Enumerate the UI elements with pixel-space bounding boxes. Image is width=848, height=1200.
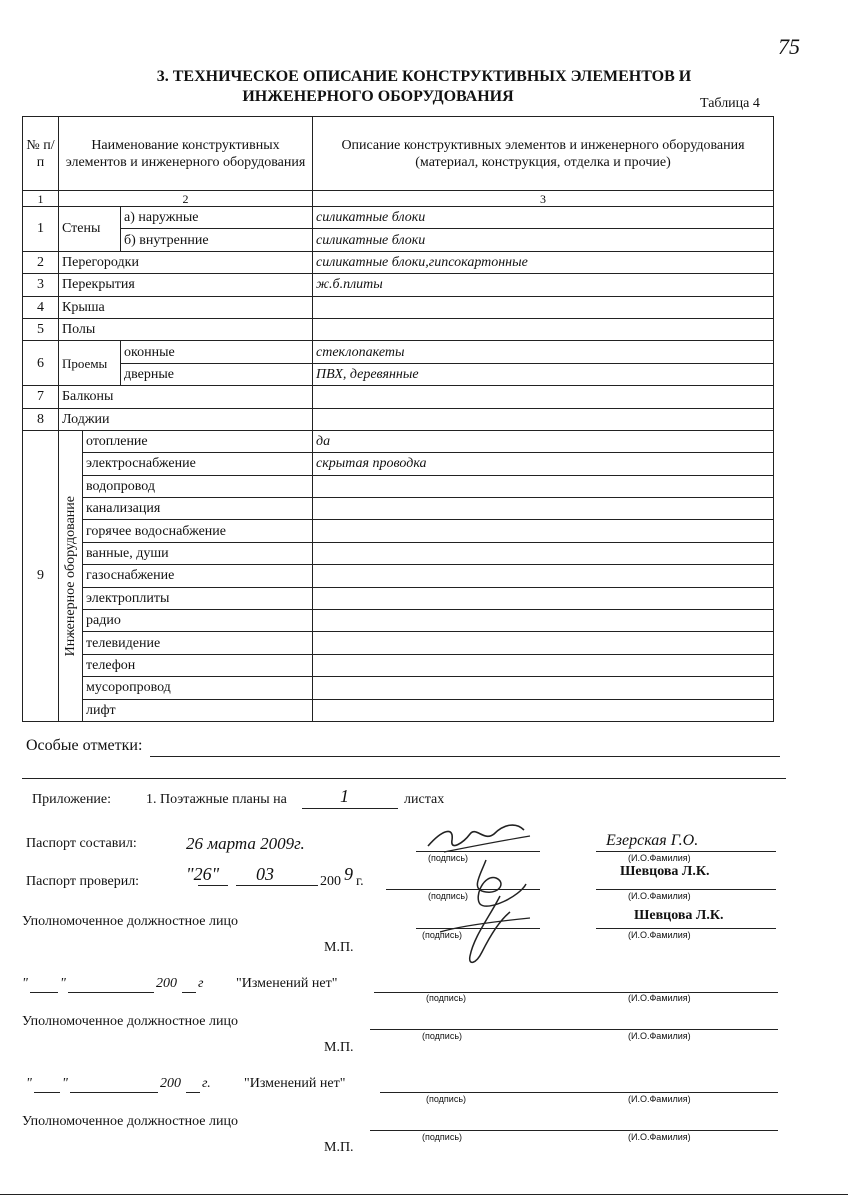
- blank-date-1-day-line: [30, 992, 58, 993]
- table-row: [23, 274, 774, 296]
- equipment-description: да: [313, 430, 774, 452]
- row-name: Проемы: [59, 341, 121, 386]
- stamp-place-2: М.П.: [324, 1040, 354, 1055]
- equipment-name: электроплиты: [83, 587, 313, 609]
- stamp-place-3: М.П.: [324, 1140, 354, 1155]
- row-name: Перегородки: [59, 251, 313, 273]
- equipment-name: горячее водоснабжение: [83, 520, 313, 542]
- checked-day: 26: [193, 864, 212, 884]
- row-description: силикатные блоки: [313, 207, 774, 229]
- equipment-name: отопление: [83, 430, 313, 452]
- row-description: ж.б.плиты: [313, 274, 774, 296]
- engineering-group-label: Инженерное оборудование: [63, 495, 78, 657]
- table-row: [23, 229, 774, 251]
- equipment-name: ванные, души: [83, 542, 313, 564]
- equipment-description: [313, 498, 774, 520]
- appendix-sheets: листах: [404, 792, 445, 807]
- compiled-date: 26 марта 2009г.: [186, 834, 305, 853]
- blank-date-1-g: г: [198, 976, 204, 991]
- page-title-line-2: ИНЖЕНЕРНОГО ОБОРУДОВАНИЯ: [242, 88, 514, 105]
- appendix-count-line: [302, 808, 398, 809]
- header-name: Наименование конструктивных элементов и инженерного оборудования: [59, 117, 313, 191]
- table-row: [23, 296, 774, 318]
- row-number: 7: [23, 386, 59, 408]
- row-name: Крыша: [59, 296, 313, 318]
- official-name-caption-2: (И.О.Фамилия): [628, 1031, 691, 1041]
- table-header-row: [23, 117, 774, 191]
- table-row: [23, 498, 774, 520]
- table-row: [23, 341, 774, 363]
- compiled-name-line: [596, 851, 776, 852]
- no-changes-2-line: [380, 1092, 778, 1093]
- blank-date-2-quote-open: ": [26, 1076, 32, 1091]
- checked-label: Паспорт проверил:: [26, 874, 140, 889]
- blank-date-1-month-line: [68, 992, 154, 993]
- table-row: [23, 587, 774, 609]
- row-description: силикатные блоки: [313, 229, 774, 251]
- no-changes-1-name-caption: (И.О.Фамилия): [628, 993, 691, 1003]
- appendix-text: 1. Поэтажные планы на: [146, 792, 287, 807]
- official-label-3: Уполномоченное должностное лицо: [22, 1114, 238, 1129]
- checked-month-line: [236, 885, 318, 886]
- special-marks-line-1: [150, 756, 780, 757]
- table-row: [23, 363, 774, 385]
- special-marks-label: Особые отметки:: [26, 737, 143, 754]
- equipment-description: [313, 520, 774, 542]
- blank-date-1-year-line: [182, 992, 196, 993]
- checked-name: Шевцова Л.К.: [620, 864, 710, 879]
- equipment-name: телефон: [83, 654, 313, 676]
- header-desc: Описание конструктивных элементов и инженерного оборудования (материал, конструкция, отделка и прочие): [313, 117, 774, 191]
- no-changes-1-signature-caption: (подпись): [426, 993, 467, 1003]
- construction-elements-table: [22, 116, 774, 722]
- row-name: Лоджии: [59, 408, 313, 430]
- col-number-2: 2: [59, 191, 313, 207]
- row-description: [313, 408, 774, 430]
- official-signature-caption-2: (подпись): [422, 1031, 463, 1041]
- table-row: [23, 430, 774, 452]
- table-row: [23, 475, 774, 497]
- row-description: стеклопакеты: [313, 341, 774, 363]
- equipment-name: лифт: [83, 699, 313, 721]
- checked-day-line: [198, 885, 228, 886]
- checked-month: 03: [256, 864, 274, 884]
- page-number-mark: 75: [778, 34, 800, 59]
- appendix-label: Приложение:: [32, 792, 112, 807]
- equipment-name: телевидение: [83, 632, 313, 654]
- row-subname: а) наружные: [121, 207, 313, 229]
- table-row: [23, 677, 774, 699]
- row-number: 5: [23, 318, 59, 340]
- row-name: Стены: [59, 207, 121, 252]
- compiled-name: Езерская Г.О.: [606, 832, 699, 849]
- equipment-name: мусоропровод: [83, 677, 313, 699]
- official-signature-caption-1: (подпись): [422, 930, 463, 940]
- table-row: [23, 251, 774, 273]
- table-row: [23, 565, 774, 587]
- col-number-3: 3: [313, 191, 774, 207]
- no-changes-2: "Изменений нет": [244, 1076, 346, 1091]
- row-number: 4: [23, 296, 59, 318]
- official-name-caption-1: (И.О.Фамилия): [628, 930, 691, 940]
- equipment-description: [313, 565, 774, 587]
- row-description: силикатные блоки,гипсокартонные: [313, 251, 774, 273]
- stamp-place-1: М.П.: [324, 940, 354, 955]
- equipment-name: электроснабжение: [83, 453, 313, 475]
- official-label-2: Уполномоченное должностное лицо: [22, 1014, 238, 1029]
- row-subname: б) внутренние: [121, 229, 313, 251]
- table-row: [23, 408, 774, 430]
- checked-quote-close: ": [211, 864, 220, 884]
- table-row: [23, 453, 774, 475]
- equipment-description: [313, 475, 774, 497]
- row-name: Перекрытия: [59, 274, 313, 296]
- page-bottom-border: [0, 1194, 848, 1195]
- blank-date-1-year: 200: [156, 976, 177, 991]
- row-number: 6: [23, 341, 59, 386]
- table-row: [23, 654, 774, 676]
- column-number-row: [23, 191, 774, 207]
- table-row: [23, 610, 774, 632]
- row-description: [313, 386, 774, 408]
- blank-date-1-quote-open: ": [22, 976, 28, 991]
- compiled-label: Паспорт составил:: [26, 836, 137, 851]
- table-row: [23, 542, 774, 564]
- row-number: 1: [23, 207, 59, 252]
- checked-signature-caption: (подпись): [428, 891, 469, 901]
- checked-name-caption: (И.О.Фамилия): [628, 891, 691, 901]
- col-number-1: 1: [23, 191, 59, 207]
- row-number: 3: [23, 274, 59, 296]
- no-changes-2-name-caption: (И.О.Фамилия): [628, 1094, 691, 1104]
- official-name-caption-3: (И.О.Фамилия): [628, 1132, 691, 1142]
- equipment-name: канализация: [83, 498, 313, 520]
- compiled-name-caption: (И.О.Фамилия): [628, 853, 691, 863]
- no-changes-2-signature-caption: (подпись): [426, 1094, 467, 1104]
- table-row: [23, 699, 774, 721]
- row-description: [313, 318, 774, 340]
- blank-date-2-g: г.: [202, 1076, 211, 1091]
- blank-date-2-quote-close: ": [62, 1076, 68, 1091]
- checked-quote-open: ": [186, 864, 194, 884]
- table-row: [23, 520, 774, 542]
- official-signature-caption-3: (подпись): [422, 1132, 463, 1142]
- row-subname: дверные: [121, 363, 313, 385]
- equipment-description: [313, 610, 774, 632]
- checked-year-suffix: 9: [344, 864, 353, 884]
- header-num: № п/п: [23, 117, 59, 191]
- row-description: [313, 296, 774, 318]
- checked-date: [186, 864, 219, 885]
- equipment-name: водопровод: [83, 475, 313, 497]
- no-changes-1: "Изменений нет": [236, 976, 338, 991]
- official-name-1: Шевцова Л.К.: [634, 908, 724, 923]
- checked-name-line: [596, 889, 776, 890]
- table-row: [23, 318, 774, 340]
- official-name-line-1: [596, 928, 776, 929]
- compiled-signature-caption: (подпись): [428, 853, 469, 863]
- row-number: 8: [23, 408, 59, 430]
- engineering-group-cell: [59, 430, 83, 721]
- appendix-count: 1: [340, 786, 349, 806]
- blank-date-2-month-line: [70, 1092, 158, 1093]
- equipment-name: газоснабжение: [83, 565, 313, 587]
- row-name: Полы: [59, 318, 313, 340]
- row-name: Балконы: [59, 386, 313, 408]
- blank-date-2-year: 200: [160, 1076, 181, 1091]
- compiled-signature-image: [424, 812, 534, 862]
- blank-date-2-day-line: [34, 1092, 60, 1093]
- equipment-description: [313, 587, 774, 609]
- row-number: 9: [23, 430, 59, 721]
- row-subname: оконные: [121, 341, 313, 363]
- row-description: ПВХ, деревянные: [313, 363, 774, 385]
- equipment-name: радио: [83, 610, 313, 632]
- table-row: [23, 386, 774, 408]
- table-label: Таблица 4: [700, 96, 760, 111]
- blank-date-2-year-line: [186, 1092, 200, 1093]
- table-row: [23, 207, 774, 229]
- equipment-description: [313, 677, 774, 699]
- blank-date-1-quote-close: ": [60, 976, 66, 991]
- checked-signature-image: [430, 856, 540, 972]
- official-line-2: [370, 1029, 778, 1030]
- checked-year-end: г.: [356, 874, 364, 889]
- official-label-1: Уполномоченное должностное лицо: [22, 914, 238, 929]
- page-title-line-1: 3. ТЕХНИЧЕСКОЕ ОПИСАНИЕ КОНСТРУКТИВНЫХ ЭЛЕМЕНТОВ И: [156, 68, 692, 85]
- equipment-description: [313, 632, 774, 654]
- equipment-description: [313, 542, 774, 564]
- special-marks-line-2: [22, 778, 786, 779]
- checked-year-prefix: 200: [320, 874, 341, 889]
- equipment-description: [313, 654, 774, 676]
- official-line-3: [370, 1130, 778, 1131]
- table-row: [23, 632, 774, 654]
- equipment-description: скрытая проводка: [313, 453, 774, 475]
- equipment-description: [313, 699, 774, 721]
- row-number: 2: [23, 251, 59, 273]
